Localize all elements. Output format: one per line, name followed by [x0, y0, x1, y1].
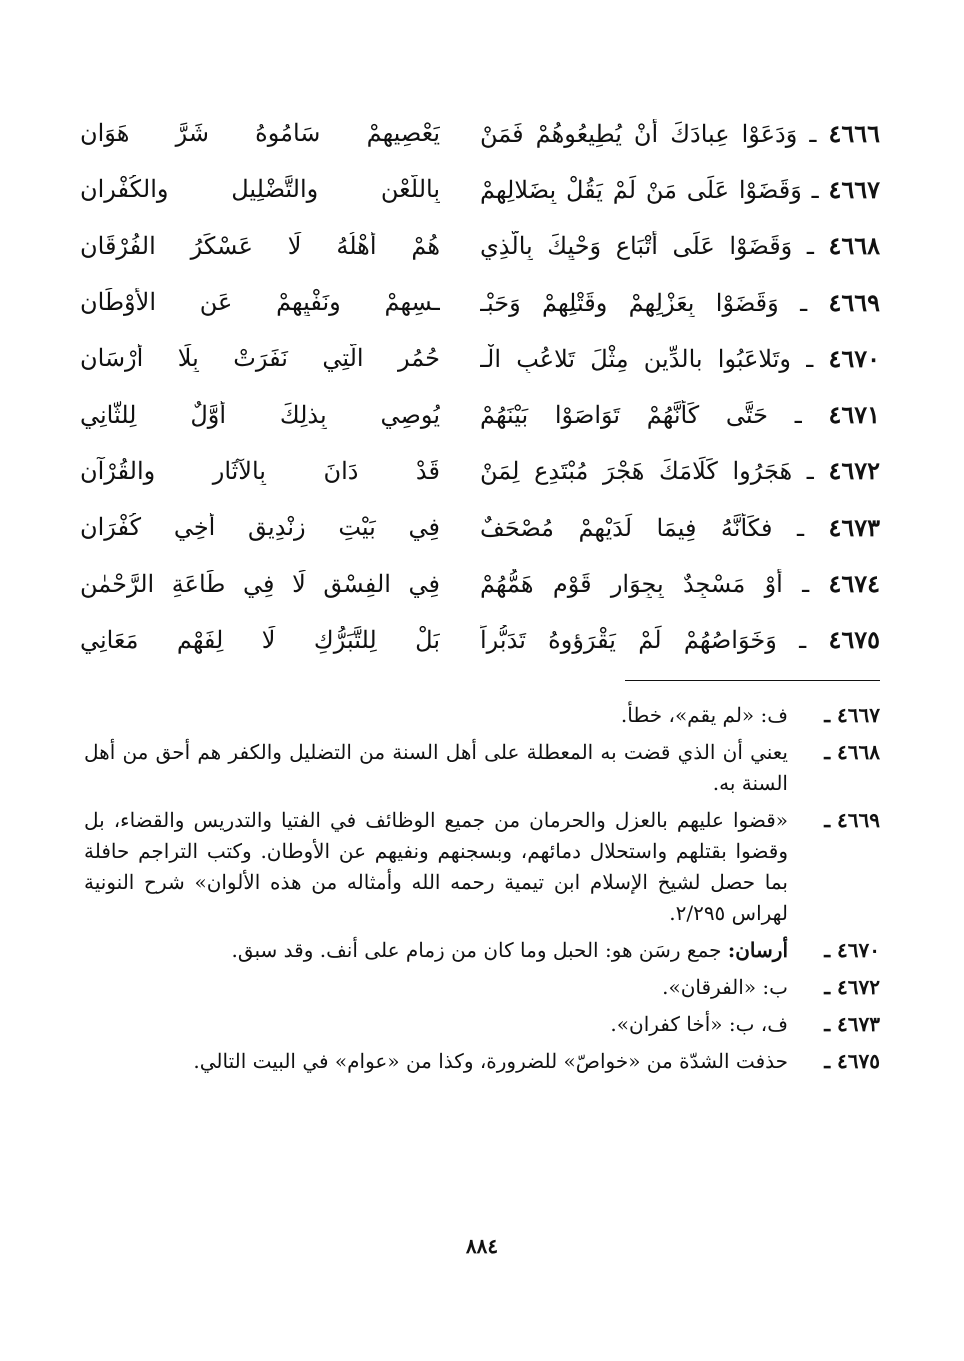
verse-row — [80, 499, 880, 555]
verse-number: ٤٦٧٥ — [828, 625, 880, 655]
verse-first-hemistich: ٤٦٧٤ ـ أَوْ مَسْجِدٌ بِجِوَارِ قَوْمٍ هَمُّهُمْ — [480, 569, 880, 599]
verse-first-text: أَوْ مَسْجِدٌ بِجِوَارِ قَوْمٍ هَمُّهُمْ — [480, 570, 783, 599]
verse-number: ٤٦٦٦ — [828, 118, 880, 148]
verse-second-hemistich: فِي بَيْتِ زِنْدِيقٍ أَخِي كُفْرَانِ — [80, 513, 440, 542]
verse-row — [80, 612, 880, 668]
verse-second-hemistich: حُمُرِ الَّتِي نَفَرَتْ بِلَا أَرْسَانِ — [80, 344, 440, 373]
verse-row — [80, 218, 880, 274]
poem-verses — [80, 105, 880, 668]
verse-number: ٤٦٧٢ — [828, 456, 880, 486]
footnote-term: أرسان: — [727, 938, 788, 962]
verse-first-hemistich: ٤٦٦٩ ـ وَقَضَوْا بِعَزْلِهِمْ وقَتْلِهِمْ وَحَبْـ — [480, 287, 880, 317]
verse-second-hemistich: بِاللَّعْنِ والتَّضْلِيلِ والكُفْرانِ — [80, 175, 440, 204]
footnote-item — [84, 1046, 880, 1077]
verse-second-hemistich: بَلْ لِلتَّبَرُّكِ لَا لِفَهْمِ مَعَانِي — [80, 625, 440, 654]
verse-first-hemistich: ٤٦٧١ ـ حَتَّى كَأَنَّهُمْ تَوَاصَوْا بَيْنَهُمْ — [480, 400, 880, 430]
verse-first-hemistich: ٤٦٧٣ ـ فكَأَنَّهُ فِيمَا لَدَيْهِمْ مُصْحَفٌ — [480, 512, 880, 542]
verse-first-text: هَجَرُوا كَلَامَكَ هَجْرَ مُبْتَدِعٍ لِمَنْ — [480, 457, 793, 486]
footnote-text: ف: «لم يقم»، خطأ. — [620, 703, 788, 727]
footnote-number: ٤٦٧٣ ـ — [824, 1012, 880, 1036]
footnote-number: ٤٦٦٩ ـ — [824, 808, 880, 832]
verse-first-text: وَقَضَوْا بِعَزْلِهِمْ وقَتْلِهِمْ وَحَبْـ — [480, 288, 779, 317]
verse-number: ٤٦٧١ — [828, 400, 880, 430]
footnote-number: ٤٦٧٠ ـ — [824, 938, 880, 962]
verse-row — [80, 443, 880, 499]
footnote-text: يعني أن الذي قضت به المعطلة على أهل السنة من التضليل والكفر هم أحق من أهل السنة به. — [84, 740, 788, 795]
verse-number: ٤٦٦٨ — [828, 231, 880, 261]
footnote-text: حذفت الشدّة من «خواصّ» للضرورة، وكذا من «عوام» في البيت التالي. — [193, 1049, 788, 1073]
verse-first-text: حَتَّى كَأَنَّهُمْ تَوَاصَوْا بَيْنَهُمْ — [480, 401, 769, 430]
verse-first-hemistich: ٤٦٧٠ ـ وتَلاعَبُوا بالدِّينِ مِثْلَ تَلاعُبِ الْـ — [480, 343, 880, 373]
verse-row — [80, 386, 880, 442]
verse-first-hemistich: ٤٦٦٨ ـ وَقَضَوْا عَلَى أَتْبَاعِ وَحْيِكَ بِالَّذِي — [480, 231, 880, 261]
footnote-item — [84, 700, 880, 731]
verse-first-text: وَقَضَوْا عَلَى مَنْ لَمْ يَقُلْ بِضَلالِهِمْ — [480, 175, 802, 204]
verse-number: ٤٦٦٩ — [828, 287, 880, 317]
verse-second-hemistich: يَعْصِيهِمْ سَامُوهُ شَرَّ هَوَانِ — [80, 119, 440, 148]
footnotes — [84, 700, 880, 1083]
verse-first-text: وتَلاعَبُوا بالدِّينِ مِثْلَ تَلاعُبِ الْـ — [480, 344, 792, 373]
footnote-number: ٤٦٦٧ ـ — [824, 703, 880, 727]
footnote-text: أرسان: جمع رسَن هو: الحبل وما كان من زمام على أنف. وقد سبق. — [231, 938, 788, 962]
verse-second-hemistich: قَدْ دَانَ بِالآثَارِ والقُرْآنِ — [80, 456, 440, 485]
verse-number: ٤٦٧٣ — [828, 512, 880, 542]
verse-second-hemistich: فِي الفِسْقِ لَا فِي طَاعَةِ الرَّحْمٰنِ — [80, 569, 440, 598]
verse-second-hemistich: ـسِهِمْ ونَفْيِهِمْ عَنِ الأَوْطَانِ — [80, 288, 440, 317]
verse-row — [80, 274, 880, 330]
footnote-text: ف، ب: «أخا كفران». — [610, 1012, 788, 1036]
verse-row — [80, 161, 880, 217]
page-number: ٨٨٤ — [465, 1234, 499, 1258]
footnote-text: ب: «الفرقان». — [662, 975, 788, 999]
verse-number: ٤٦٧٠ — [828, 343, 880, 373]
verse-first-text: وَقَضَوْا عَلَى أَتْبَاعِ وَحْيِكَ بِالَّذِي — [480, 232, 793, 261]
verse-first-hemistich: ٤٦٦٦ ـ وَدَعَوْا عِبادَكَ أَنْ يُطِيعُوهُمْ فَمَنْ — [480, 118, 880, 148]
footnote-number: ٤٦٧٢ ـ — [824, 975, 880, 999]
footnote-item — [84, 805, 880, 929]
footnote-text: «قضوا عليهم بالعزل والحرمان من جميع الوظائف في الفتيا والتدريس والقضاء، بل وقضوا بقتلهم واستحلال دمائهم، وبسجنهم ونفيهم عن الأوطان. وكتب التراجم حافلة بما حصل لشيخ الإسلام ابن تيمية رحمه الله وأمثاله من هذه الألوان» شرح النونية لهراس ٢/٢٩٥. — [84, 808, 788, 925]
verse-number: ٤٦٧٤ — [828, 569, 880, 599]
verse-second-hemistich: هُمْ أَهْلُهُ لَا عَسْكَرُ الفُرْقَانِ — [80, 231, 440, 260]
footnote-divider — [625, 680, 880, 681]
verse-second-hemistich: يُوصِي بِذلِكَ أَوَّلٌ لِلثَّانِي — [80, 400, 440, 429]
footnote-item — [84, 935, 880, 966]
footnote-number: ٤٦٧٥ ـ — [824, 1049, 880, 1073]
verse-row — [80, 330, 880, 386]
verse-number: ٤٦٦٧ — [828, 174, 880, 204]
verse-first-hemistich: ٤٦٧٢ ـ هَجَرُوا كَلَامَكَ هَجْرَ مُبْتَدِعٍ لِمَنْ — [480, 456, 880, 486]
footnote-item — [84, 972, 880, 1003]
verse-first-text: وَدَعَوْا عِبادَكَ أَنْ يُطِيعُوهُمْ فَمَنْ — [480, 119, 798, 148]
verse-row — [80, 555, 880, 611]
verse-row — [80, 105, 880, 161]
footnote-item — [84, 737, 880, 799]
verse-first-text: وَخَوَاصُهُمْ لَمْ يَقْرَؤوهُ تَدَبُّراً — [480, 626, 777, 655]
footnote-item — [84, 1009, 880, 1040]
verse-first-text: فكَأَنَّهُ فِيمَا لَدَيْهِمْ مُصْحَفٌ — [480, 513, 773, 542]
verse-first-hemistich: ٤٦٦٧ ـ وَقَضَوْا عَلَى مَنْ لَمْ يَقُلْ بِضَلالِهِمْ — [480, 174, 880, 204]
footnote-number: ٤٦٦٨ ـ — [824, 740, 880, 764]
verse-first-hemistich: ٤٦٧٥ ـ وَخَوَاصُهُمْ لَمْ يَقْرَؤوهُ تَدَبُّراً — [480, 625, 880, 655]
